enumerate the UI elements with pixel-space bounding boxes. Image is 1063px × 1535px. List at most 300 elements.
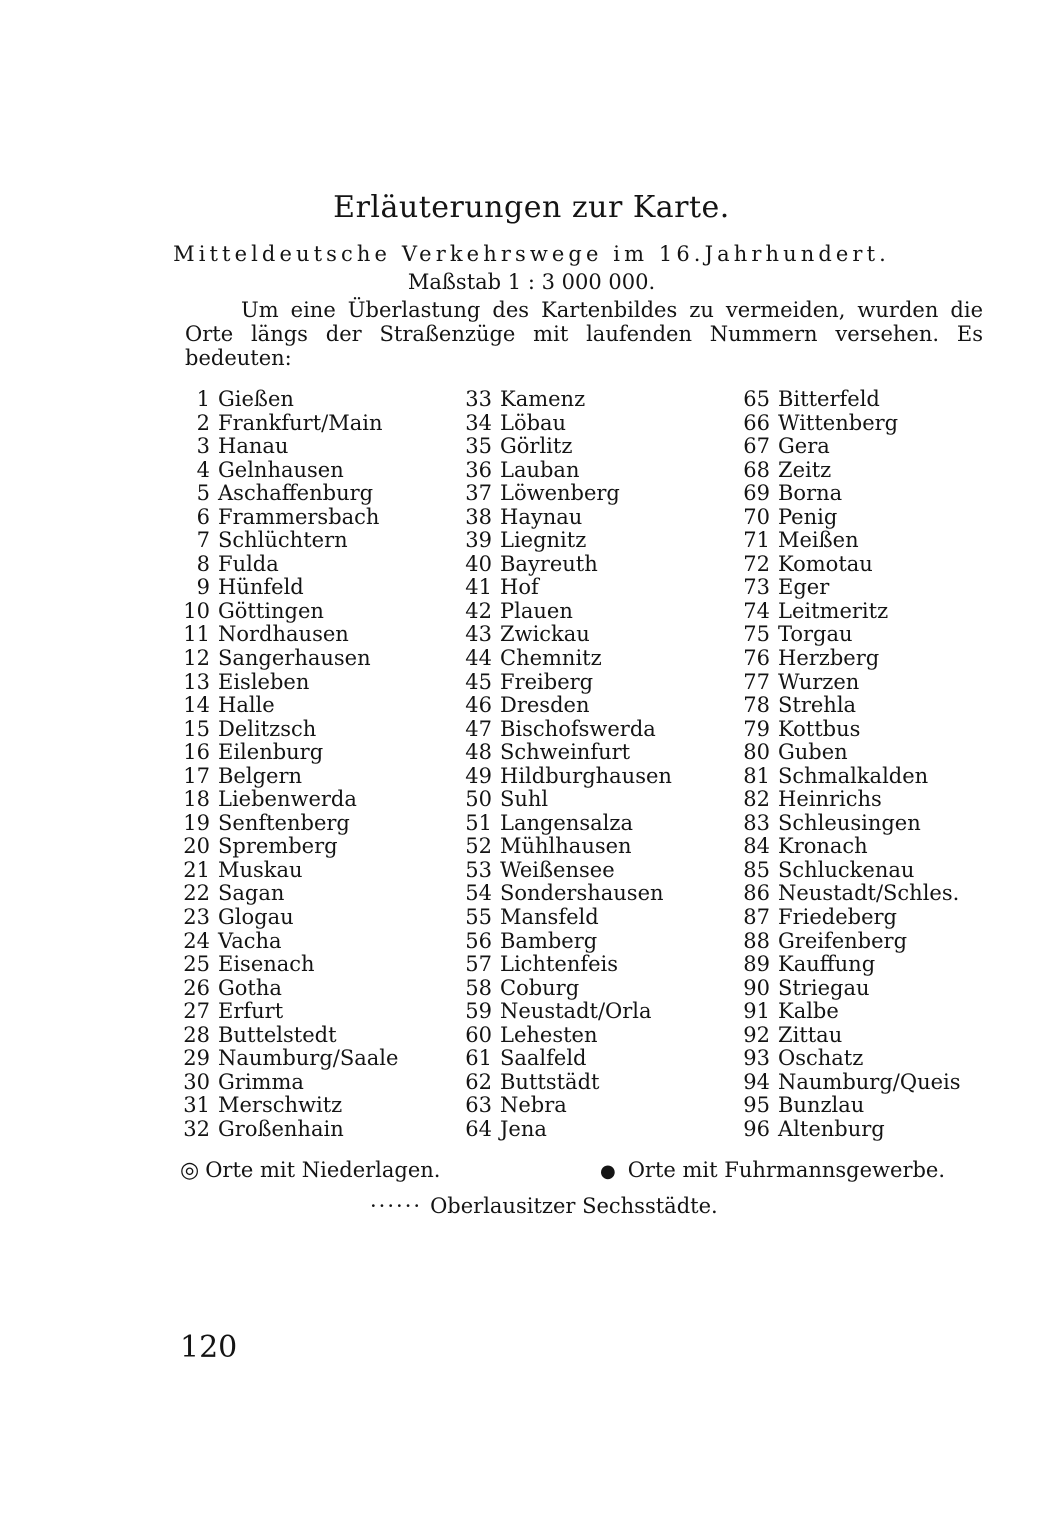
place-name: Liebenwerda	[218, 787, 357, 812]
place-name: Naumburg/Queis	[778, 1069, 961, 1094]
place-entry	[180, 647, 450, 671]
place-number: 6	[196, 504, 210, 529]
place-name: Vacha	[218, 928, 282, 953]
place-name: Jena	[500, 1116, 547, 1141]
place-name: Grimma	[218, 1069, 304, 1094]
place-number: 81	[743, 763, 770, 788]
place-number: 17	[183, 763, 210, 788]
place-name: Löbau	[500, 410, 567, 435]
place-number: 36	[465, 457, 492, 482]
place-name: Altenburg	[778, 1116, 885, 1141]
place-entry	[740, 977, 1020, 1001]
place-entry	[180, 576, 450, 600]
legend-carter-label: Orte mit Fuhrmannsgewerbe.	[627, 1158, 946, 1182]
place-entry	[462, 1000, 722, 1024]
place-number: 84	[743, 834, 770, 859]
page-number: 120	[180, 1330, 238, 1365]
place-number: 78	[743, 693, 770, 718]
place-entry	[462, 600, 722, 624]
place-number: 89	[743, 952, 770, 977]
place-entry	[740, 859, 1020, 883]
place-number: 37	[465, 481, 492, 506]
place-name: Chemnitz	[500, 646, 602, 671]
place-number: 80	[743, 740, 770, 765]
place-number: 39	[465, 528, 492, 553]
place-name: Göttingen	[218, 598, 324, 623]
place-number: 85	[743, 857, 770, 882]
place-number: 7	[196, 528, 210, 553]
place-number: 30	[183, 1069, 210, 1094]
place-entry	[180, 765, 450, 789]
place-number: 38	[465, 504, 492, 529]
place-name: Schlüchtern	[218, 528, 348, 553]
place-number: 91	[743, 999, 770, 1024]
place-number: 69	[743, 481, 770, 506]
place-number: 44	[465, 646, 492, 671]
place-name: Oschatz	[778, 1046, 864, 1071]
place-entry	[180, 459, 450, 483]
place-number: 29	[183, 1046, 210, 1071]
place-name: Aschaffenburg	[218, 481, 374, 506]
place-name: Glogau	[218, 905, 294, 930]
place-number: 10	[183, 598, 210, 623]
place-number: 79	[743, 716, 770, 741]
place-number: 70	[743, 504, 770, 529]
place-name: Strehla	[778, 693, 857, 718]
place-entry	[740, 600, 1020, 624]
place-number: 73	[743, 575, 770, 600]
place-name: Hanau	[218, 434, 289, 459]
place-name: Kalbe	[778, 999, 839, 1024]
place-name: Mansfeld	[500, 905, 599, 930]
place-number: 1	[196, 387, 210, 411]
place-name: Kottbus	[778, 716, 861, 741]
place-entry	[740, 835, 1020, 859]
place-number: 82	[743, 787, 770, 812]
place-number: 48	[465, 740, 492, 765]
place-name: Bitterfeld	[778, 387, 880, 411]
place-number: 66	[743, 410, 770, 435]
place-entry	[180, 977, 450, 1001]
place-name: Schluckenau	[778, 857, 915, 882]
place-number: 59	[465, 999, 492, 1024]
place-entry	[740, 718, 1020, 742]
place-number: 35	[465, 434, 492, 459]
place-entry	[740, 906, 1020, 930]
place-number: 22	[183, 881, 210, 906]
place-entry	[180, 694, 450, 718]
legend-carter	[600, 1158, 945, 1182]
place-name: Gotha	[218, 975, 282, 1000]
place-number: 62	[465, 1069, 492, 1094]
place-name: Senftenberg	[218, 810, 350, 835]
place-name: Coburg	[500, 975, 580, 1000]
place-number: 33	[465, 387, 492, 411]
place-entry	[180, 859, 450, 883]
place-entry	[180, 412, 450, 436]
place-entry	[462, 482, 722, 506]
place-name: Hünfeld	[218, 575, 304, 600]
place-name: Görlitz	[500, 434, 573, 459]
place-number: 56	[465, 928, 492, 953]
place-number: 31	[183, 1093, 210, 1118]
place-name: Löwenberg	[500, 481, 620, 506]
place-entry	[462, 671, 722, 695]
place-name: Buttelstedt	[218, 1022, 337, 1047]
place-entry	[740, 953, 1020, 977]
place-entry	[180, 1024, 450, 1048]
legend-storage	[180, 1158, 440, 1183]
place-entry	[462, 459, 722, 483]
place-name: Wittenberg	[778, 410, 899, 435]
place-list-column-3	[740, 388, 1020, 1142]
place-number: 32	[183, 1116, 210, 1141]
place-number: 40	[465, 551, 492, 576]
place-name: Suhl	[500, 787, 549, 812]
place-number: 67	[743, 434, 770, 459]
place-entry	[180, 788, 450, 812]
place-entry	[462, 1071, 722, 1095]
place-name: Gelnhausen	[218, 457, 344, 482]
place-name: Komotau	[778, 551, 873, 576]
place-name: Hof	[500, 575, 539, 600]
place-name: Naumburg/Saale	[218, 1046, 399, 1071]
place-name: Heinrichs	[778, 787, 882, 812]
place-number: 13	[183, 669, 210, 694]
place-entry	[740, 412, 1020, 436]
place-number: 3	[196, 434, 210, 459]
place-name: Gießen	[218, 387, 294, 411]
place-entry	[740, 506, 1020, 530]
place-number: 46	[465, 693, 492, 718]
place-entry	[740, 1118, 1020, 1142]
place-name: Sondershausen	[500, 881, 664, 906]
place-entry	[462, 812, 722, 836]
place-entry	[740, 482, 1020, 506]
place-entry	[180, 553, 450, 577]
place-entry	[740, 435, 1020, 459]
place-name: Muskau	[218, 857, 303, 882]
place-name: Lichtenfeis	[500, 952, 619, 977]
place-number: 2	[196, 410, 210, 435]
place-name: Neustadt/Schles.	[778, 881, 960, 906]
double-circle-icon: ◎	[180, 1158, 200, 1183]
place-name: Merschwitz	[218, 1093, 343, 1118]
place-number: 50	[465, 787, 492, 812]
place-entry	[180, 882, 450, 906]
place-number: 68	[743, 457, 770, 482]
place-name: Großenhain	[218, 1116, 344, 1141]
place-name: Bamberg	[500, 928, 598, 953]
place-entry	[462, 930, 722, 954]
place-entry	[180, 600, 450, 624]
place-number: 65	[743, 387, 770, 411]
place-entry	[462, 435, 722, 459]
place-number: 28	[183, 1022, 210, 1047]
place-entry	[462, 506, 722, 530]
place-number: 54	[465, 881, 492, 906]
legend-six-towns-label: Oberlausitzer Sechsstädte.	[430, 1194, 718, 1218]
place-number: 25	[183, 952, 210, 977]
place-entry	[462, 835, 722, 859]
place-name: Zeitz	[778, 457, 832, 482]
place-number: 9	[196, 575, 210, 600]
place-name: Halle	[218, 693, 275, 718]
place-number: 19	[183, 810, 210, 835]
place-number: 26	[183, 975, 210, 1000]
place-number: 71	[743, 528, 770, 553]
place-list-column-1	[180, 388, 450, 1142]
dotted-line-icon: ······	[370, 1194, 423, 1218]
place-number: 12	[183, 646, 210, 671]
place-name: Bunzlau	[778, 1093, 865, 1118]
place-name: Friedeberg	[778, 905, 897, 930]
place-entry	[740, 623, 1020, 647]
place-entry	[180, 718, 450, 742]
place-entry	[180, 741, 450, 765]
place-number: 83	[743, 810, 770, 835]
place-entry	[462, 529, 722, 553]
place-name: Lehesten	[500, 1022, 598, 1047]
page-title: Erläuterungen zur Karte.	[333, 190, 730, 225]
place-entry	[180, 529, 450, 553]
place-entry	[740, 765, 1020, 789]
place-entry	[180, 906, 450, 930]
place-entry	[740, 1024, 1020, 1048]
place-entry	[180, 953, 450, 977]
place-name: Saalfeld	[500, 1046, 587, 1071]
place-number: 47	[465, 716, 492, 741]
place-number: 16	[183, 740, 210, 765]
place-entry	[740, 647, 1020, 671]
place-entry	[180, 1000, 450, 1024]
place-name: Neustadt/Orla	[500, 999, 652, 1024]
place-entry	[462, 412, 722, 436]
place-entry	[740, 1094, 1020, 1118]
place-number: 96	[743, 1116, 770, 1141]
place-name: Dresden	[500, 693, 590, 718]
place-number: 74	[743, 598, 770, 623]
place-entry	[740, 882, 1020, 906]
place-name: Haynau	[500, 504, 583, 529]
place-entry	[740, 459, 1020, 483]
place-entry	[180, 930, 450, 954]
place-name: Striegau	[778, 975, 870, 1000]
place-number: 27	[183, 999, 210, 1024]
place-number: 24	[183, 928, 210, 953]
place-entry	[180, 388, 450, 412]
place-number: 34	[465, 410, 492, 435]
place-number: 87	[743, 905, 770, 930]
place-number: 60	[465, 1022, 492, 1047]
place-number: 86	[743, 881, 770, 906]
place-name: Nordhausen	[218, 622, 349, 647]
place-name: Sangerhausen	[218, 646, 371, 671]
place-entry	[462, 576, 722, 600]
place-number: 72	[743, 551, 770, 576]
place-name: Hildburghausen	[500, 763, 672, 788]
place-name: Eisleben	[218, 669, 310, 694]
place-name: Frammersbach	[218, 504, 380, 529]
place-entry	[740, 930, 1020, 954]
place-number: 90	[743, 975, 770, 1000]
place-entry	[462, 553, 722, 577]
place-name: Eger	[778, 575, 830, 600]
place-number: 43	[465, 622, 492, 647]
place-number: 95	[743, 1093, 770, 1118]
place-name: Eilenburg	[218, 740, 324, 765]
dot-icon: ●	[600, 1161, 616, 1182]
place-number: 64	[465, 1116, 492, 1141]
place-name: Frankfurt/Main	[218, 410, 383, 435]
place-number: 20	[183, 834, 210, 859]
place-entry	[180, 812, 450, 836]
place-entry	[462, 623, 722, 647]
place-entry	[180, 435, 450, 459]
place-name: Kauffung	[778, 952, 876, 977]
place-number: 52	[465, 834, 492, 859]
place-entry	[740, 741, 1020, 765]
place-entry	[740, 671, 1020, 695]
place-number: 8	[196, 551, 210, 576]
map-scale: Maßstab 1 : 3 000 000.	[407, 270, 656, 294]
place-number: 49	[465, 763, 492, 788]
place-entry	[462, 765, 722, 789]
place-entry	[180, 835, 450, 859]
place-entry	[740, 529, 1020, 553]
place-name: Bayreuth	[500, 551, 598, 576]
place-entry	[180, 1047, 450, 1071]
place-entry	[462, 906, 722, 930]
place-name: Belgern	[218, 763, 303, 788]
place-number: 75	[743, 622, 770, 647]
place-entry	[462, 647, 722, 671]
place-name: Freiberg	[500, 669, 594, 694]
place-entry	[462, 1024, 722, 1048]
place-entry	[462, 741, 722, 765]
legend-six-towns	[370, 1194, 718, 1218]
place-name: Schleusingen	[778, 810, 921, 835]
place-entry	[740, 1071, 1020, 1095]
place-number: 5	[196, 481, 210, 506]
place-name: Herzberg	[778, 646, 880, 671]
place-name: Nebra	[500, 1093, 567, 1118]
place-number: 76	[743, 646, 770, 671]
place-name: Kronach	[778, 834, 868, 859]
place-number: 45	[465, 669, 492, 694]
legend-storage-label: Orte mit Niederlagen.	[205, 1158, 441, 1182]
place-entry	[180, 671, 450, 695]
place-name: Gera	[778, 434, 830, 459]
place-number: 53	[465, 857, 492, 882]
place-entry	[740, 788, 1020, 812]
place-name: Delitzsch	[218, 716, 317, 741]
place-name: Eisenach	[218, 952, 315, 977]
place-entry	[462, 1047, 722, 1071]
place-entry	[180, 482, 450, 506]
place-entry	[462, 718, 722, 742]
place-number: 57	[465, 952, 492, 977]
place-name: Plauen	[500, 598, 573, 623]
place-name: Fulda	[218, 551, 279, 576]
place-number: 94	[743, 1069, 770, 1094]
place-name: Greifenberg	[778, 928, 908, 953]
place-entry	[462, 977, 722, 1001]
place-entry	[180, 623, 450, 647]
place-name: Schweinfurt	[500, 740, 631, 765]
map-subtitle: Mitteldeutsche Verkehrswege im 16.Jahrhundert.	[173, 242, 890, 266]
place-number: 15	[183, 716, 210, 741]
place-number: 51	[465, 810, 492, 835]
place-number: 92	[743, 1022, 770, 1047]
place-name: Wurzen	[778, 669, 860, 694]
place-entry	[180, 1094, 450, 1118]
place-name: Liegnitz	[500, 528, 587, 553]
place-name: Borna	[778, 481, 843, 506]
place-entry	[740, 694, 1020, 718]
place-entry	[740, 553, 1020, 577]
place-entry	[740, 1047, 1020, 1071]
place-name: Meißen	[778, 528, 859, 553]
place-number: 18	[183, 787, 210, 812]
place-entry	[462, 859, 722, 883]
place-number: 42	[465, 598, 492, 623]
place-name: Torgau	[778, 622, 853, 647]
place-entry	[740, 812, 1020, 836]
place-entry	[462, 953, 722, 977]
place-name: Weißensee	[500, 857, 615, 882]
place-list-column-2	[462, 388, 722, 1142]
place-name: Langensalza	[500, 810, 633, 835]
place-number: 63	[465, 1093, 492, 1118]
place-number: 88	[743, 928, 770, 953]
place-number: 93	[743, 1046, 770, 1071]
place-number: 61	[465, 1046, 492, 1071]
place-name: Guben	[778, 740, 848, 765]
place-entry	[462, 882, 722, 906]
intro-paragraph: Um eine Überlastung des Kartenbildes zu vermeiden, wurden die Orte längs der Straßenzüge mit laufenden Nummern versehen. Es bedeuten:	[185, 298, 983, 370]
place-number: 11	[183, 622, 210, 647]
place-name: Buttstädt	[500, 1069, 600, 1094]
place-entry	[180, 1071, 450, 1095]
place-name: Spremberg	[218, 834, 338, 859]
place-number: 77	[743, 669, 770, 694]
place-entry	[462, 1118, 722, 1142]
place-entry	[462, 788, 722, 812]
place-name: Lauban	[500, 457, 580, 482]
place-number: 14	[183, 693, 210, 718]
place-name: Penig	[778, 504, 838, 529]
place-name: Zittau	[778, 1022, 843, 1047]
place-name: Erfurt	[218, 999, 284, 1024]
place-entry	[462, 388, 722, 412]
place-name: Leitmeritz	[778, 598, 889, 623]
place-entry	[180, 506, 450, 530]
place-name: Sagan	[218, 881, 285, 906]
place-number: 23	[183, 905, 210, 930]
place-number: 21	[183, 857, 210, 882]
place-name: Mühlhausen	[500, 834, 632, 859]
place-number: 4	[196, 457, 210, 482]
place-number: 41	[465, 575, 492, 600]
place-entry	[740, 1000, 1020, 1024]
place-entry	[180, 1118, 450, 1142]
place-entry	[740, 388, 1020, 412]
place-entry	[462, 1094, 722, 1118]
place-number: 58	[465, 975, 492, 1000]
place-name: Bischofswerda	[500, 716, 656, 741]
place-entry	[740, 576, 1020, 600]
